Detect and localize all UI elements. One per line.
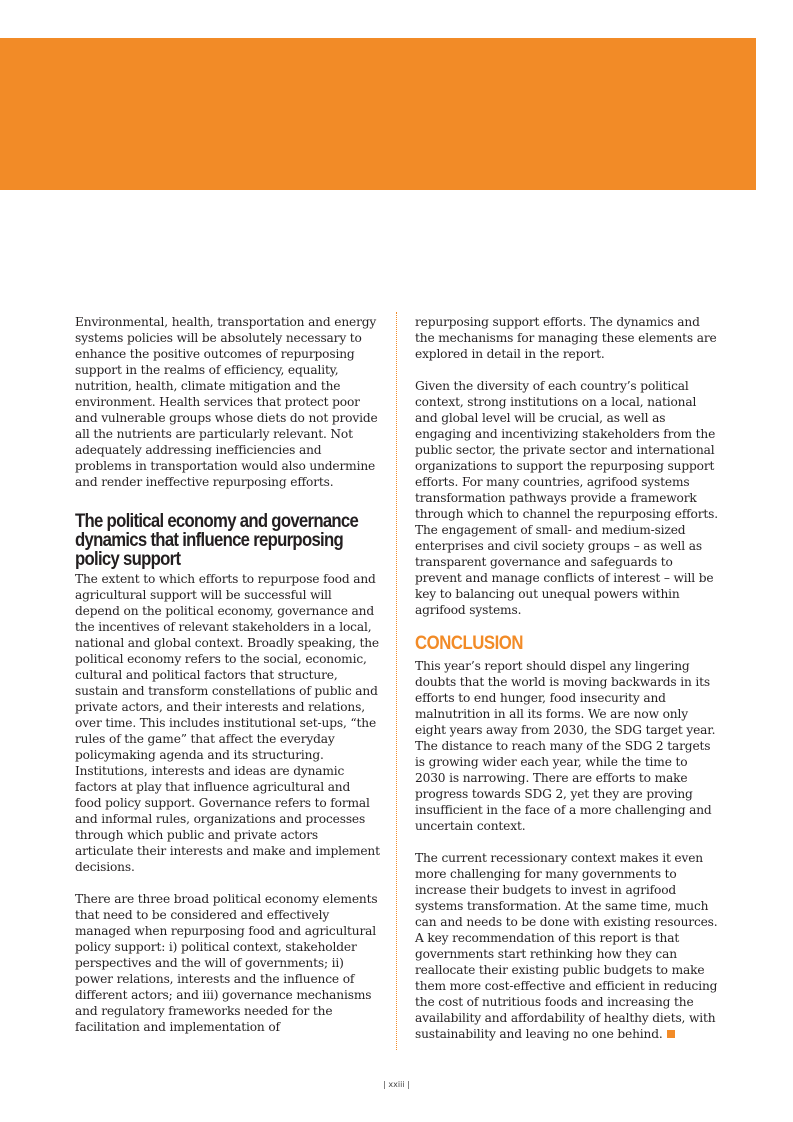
- right-column: [415, 314, 720, 1042]
- column-divider: [396, 312, 397, 1050]
- header-banner: [0, 38, 756, 190]
- continuation-paragraph: repurposing support efforts. The dynamics and the mechanisms for managing these elements are explored in detail in the report.: [415, 315, 717, 361]
- end-square-icon: [667, 1030, 675, 1038]
- conclusion-paragraph: This year’s report should dispel any lingering doubts that the world is moving backwards in its efforts to end hunger, food insecurity and malnutrition in all its forms. We are now only eight years away from 2030, the SDG target year. The distance to reach many of the SDG 2 targets is growing wider each year, while the time to 2030 is narrowing. There are efforts to make progress towards SDG 2, yet they are proving insufficient in the face of a more challenging and uncertain context.: [415, 659, 716, 833]
- conclusion-heading: CONCLUSION: [415, 633, 524, 654]
- section-heading: The political economy and governance dynamics that influence repurposing policy support: [75, 511, 359, 570]
- political-economy-paragraph: The extent to which efforts to repurpose food and agricultural support will be successful will depend on the political economy, governance and the incentives of relevant stakeholders in a local, national and global context. Broadly speaking, the political economy refers to the social, economic, cultural and political factors that structure, sustain and transform constellations of public and private actors, and their interests and relations, over time. This includes institutional set-ups, “the rules of the game” that affect the everyday policymaking agenda and its structuring. Institutions, interests and ideas are dynamic factors at play that influence agricultural and food policy support. Governance refers to formal and informal rules, organizations and processes through which public and private actors articulate their interests and make and implement decisions.: [75, 572, 380, 874]
- final-paragraph-text: The current recessionary context makes it even more challenging for many governments to increase their budgets to invest in agrifood systems transformation. At the same time, much can and needs to be done with existing resources. A key recommendation of this report is that governments start rethinking how they can reallocate their existing public budgets to make them more cost-effective and efficient in reducing the cost of nutritious foods and increasing the availability and affordability of healthy diets, with sustainability and leaving no one behind.: [415, 851, 718, 1041]
- left-column: [75, 314, 380, 1035]
- final-paragraph: [415, 850, 720, 1042]
- intro-paragraph: Environmental, health, transportation and energy systems policies will be absolutely necessary to enhance the positive outcomes of repurposing support in the realms of efficiency, equality, nutrition, health, climate mitigation and the environment. Health services that protect poor and vulnerable groups whose diets do not provide all the nutrients are particularly relevant. Not adequately addressing inefficiencies and problems in transportation would also undermine and render ineffective repurposing efforts.: [75, 315, 378, 489]
- three-elements-paragraph: There are three broad political economy elements that need to be considered and effectively managed when repurposing food and agricultural policy support: i) political context, stakeholder perspectives and the will of governments; ii) power relations, interests and the influence of different actors; and iii) governance mechanisms and regulatory frameworks needed for the facilitation and implementation of: [75, 892, 378, 1034]
- page-number: | xxiii |: [383, 1080, 410, 1089]
- diversity-paragraph: Given the diversity of each country’s political context, strong institutions on a local, national and global level will be crucial, as well as engaging and incentivizing stakeholders from the public sector, the private sector and international organizations to support the repurposing support efforts. For many countries, agrifood systems transformation pathways provide a framework through which to channel the repurposing efforts. The engagement of small- and medium-sized enterprises and civil society groups – as well as transparent governance and safeguards to prevent and manage conflicts of interest – will be key to balancing out unequal powers within agrifood systems.: [415, 379, 718, 617]
